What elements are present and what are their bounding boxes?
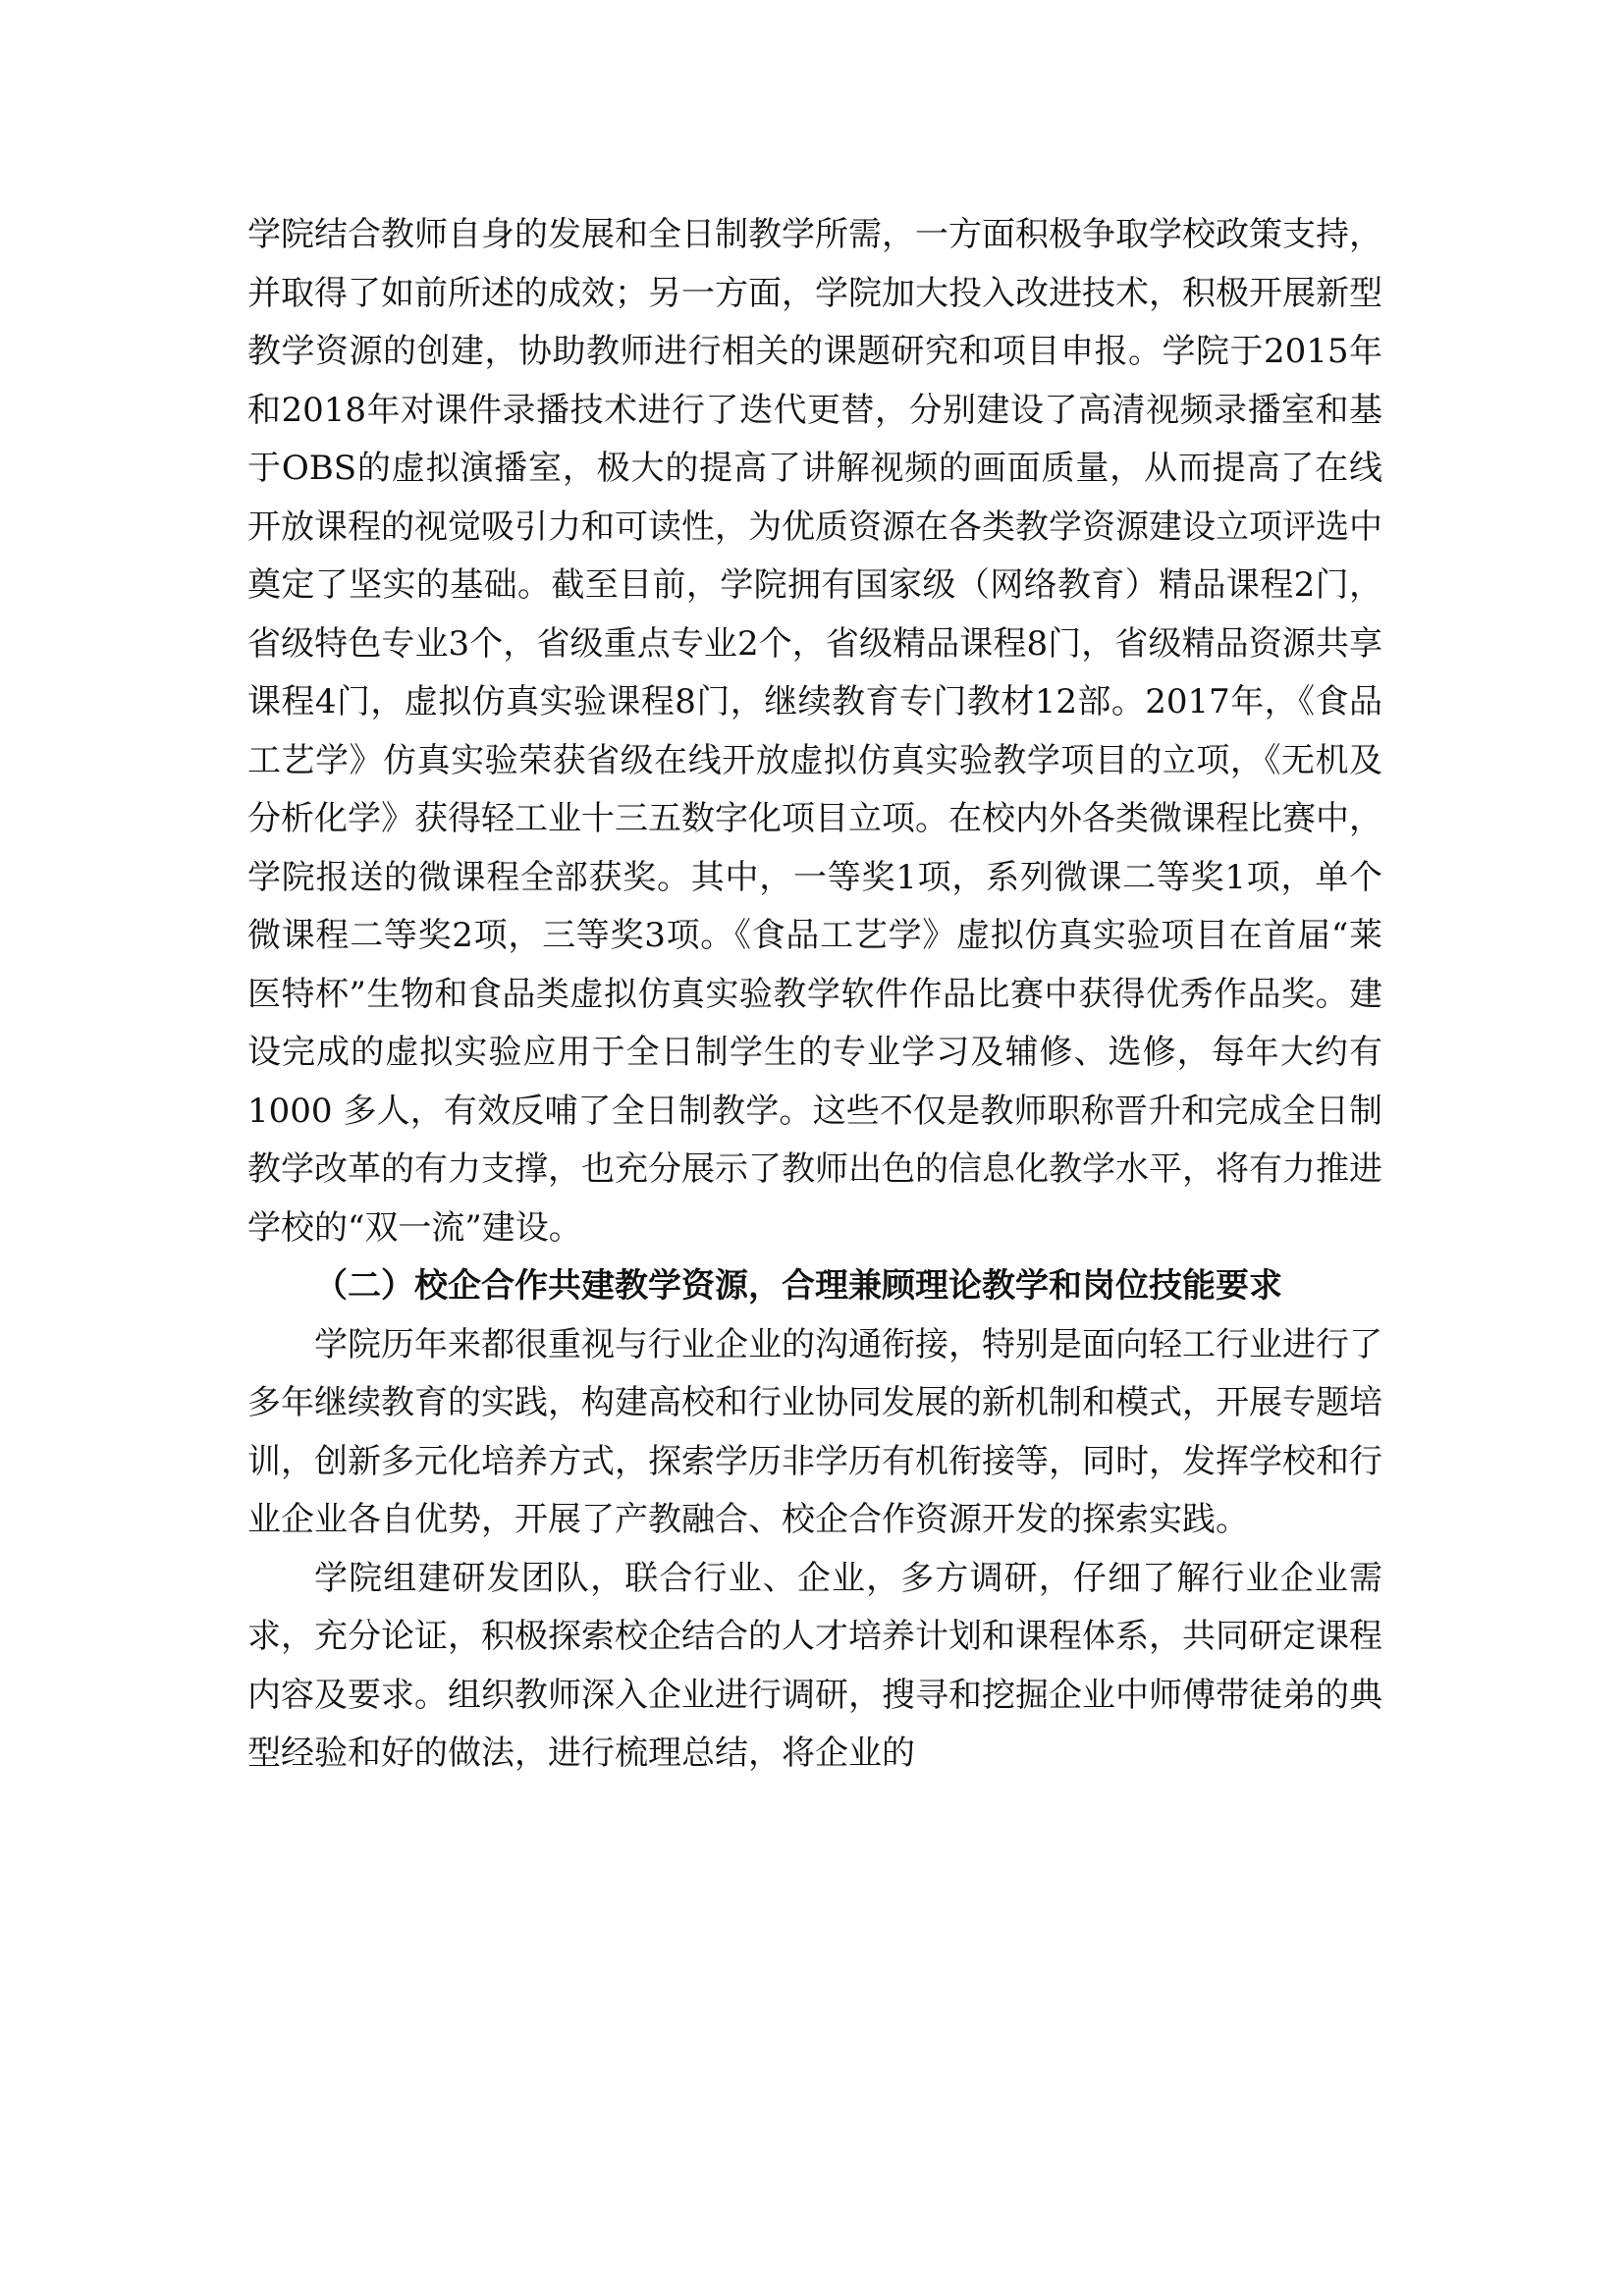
paragraph-industry-cooperation: 学院历年来都很重视与行业企业的沟通衔接，特别是面向轻工行业进行了多年继续教育的实践，构建高校和行业协同发展的新机制和模式，开展专题培训，创新多元化培养方式，探索学历非学历有机衔接等，同时，发挥学校和行业企业各自优势，开展了产教融合、校企合作资源开发的探索实践。 — [247, 1324, 1382, 1539]
paragraph-resource-achievements: 学院结合教师自身的发展和全日制教学所需，一方面积极争取学校政策支持，并取得了如前所述的成效；另一方面，学院加大投入改进技术，积极开展新型教学资源的创建，协助教师进行相关的课题研究和项目申报。学院于2015年和2018年对课件录播技术进行了迭代更替，分别建设了高清视频录播室和基于OBS的虚拟演播室，极大的提高了讲解视频的画面质量，从而提高了在线开放课程的视觉吸引力和可读性，为优质资源在各类教学资源建设立项评选中奠定了坚实的基础。截至目前，学院拥有国家级（网络教育）精品课程2门，省级特色专业3个，省级重点专业2个，省级精品课程8门，省级精品资源共享课程4门，虚拟仿真实验课程8门，继续教育专门教材12部。2017年，《食品工艺学》仿真实验荣获省级在线开放虚拟仿真实验教学项目的立项，《无机及分析化学》获得轻工业十三五数字化项目立项。在校内外各类微课程比赛中，学院报送的微课程全部获奖。其中，一等奖1项，系列微课二等奖1项，单个微课程二等奖2项，三等奖3项。《食品工艺学》虚拟仿真实验项目在首届“莱医特杯”生物和食品类虚拟仿真实验教学软件作品比赛中获得优秀作品奖。建设完成的虚拟实验应用于全日制学生的专业学习及辅修、选修，每年大约有1000 多人，有效反哺了全日制教学。这些不仅是教师职称晋升和完成全日制教学改革的有力支撑，也充分展示了教师出色的信息化教学水平，将有力推进学校的“双一流”建设。 — [247, 215, 1382, 1248]
paragraph-research-team: 学院组建研发团队，联合行业、企业，多方调研，仔细了解行业企业需求，充分论证，积极探索校企结合的人才培养计划和课程体系，共同研定课程内容及要求。组织教师深入企业进行调研，搜寻和挖掘企业中师傅带徒弟的典型经验和好的做法，进行梳理总结，将企业的 — [247, 1558, 1382, 1773]
document-page — [247, 206, 1382, 1784]
section-heading-2: （二）校企合作共建教学资源，合理兼顾理论教学和岗位技能要求 — [314, 1266, 1282, 1306]
